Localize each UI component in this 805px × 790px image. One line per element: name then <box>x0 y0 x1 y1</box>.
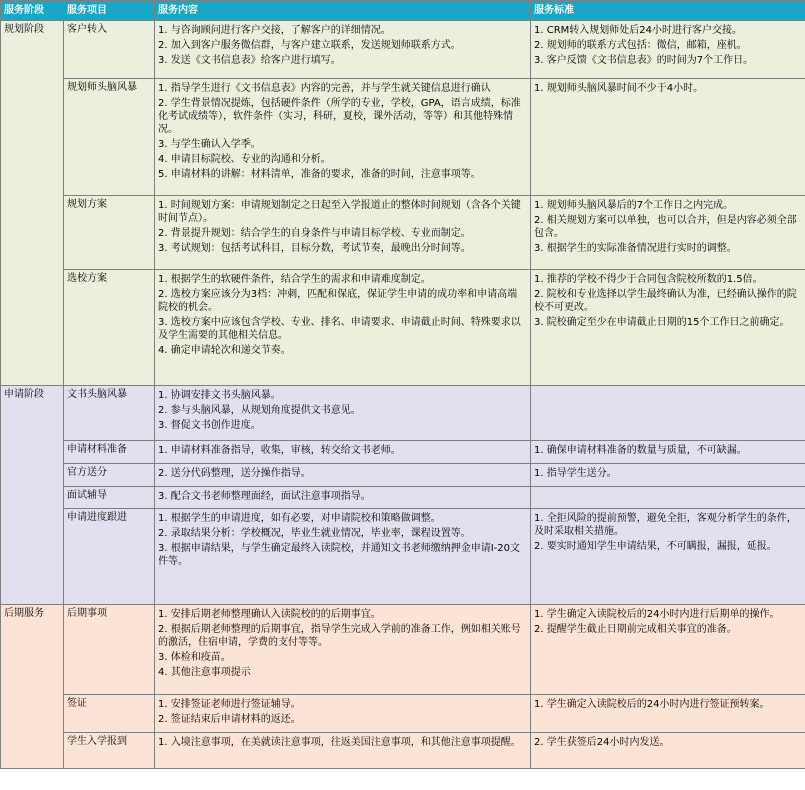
service-standard-cell <box>531 733 805 769</box>
service-item-cell: 客户转入 <box>64 21 155 79</box>
content-line: 1. 申请材料准备指导，收集，审核，转交给文书老师。 <box>158 445 401 456</box>
standard-line: 1. 规划师头脑风暴后的7个工作日之内完成。 <box>534 200 734 211</box>
content-line: 3. 与学生确认入学季。 <box>158 139 261 150</box>
standard-line: 1. 确保申请材料准备的数量与质量，不可缺漏。 <box>534 445 747 456</box>
standard-line: 2. 院校和专业选择以学生最终确认为准，已经确认操作的院校不可更改。 <box>534 289 797 313</box>
stage-cell: 后期服务 <box>1 605 64 769</box>
service-item-cell: 文书头脑风暴 <box>64 386 155 441</box>
standard-line: 1. CRM转入规划师处后24小时进行客户交接。 <box>534 25 743 36</box>
standard-line: 2. 学生获签后24小时内发送。 <box>534 737 670 748</box>
service-content-cell <box>155 79 531 196</box>
service-standard-cell <box>531 487 805 509</box>
service-content-cell <box>155 509 531 605</box>
content-line: 2. 根据后期老师整理的后期事宜，指导学生完成入学前的准备工作，例如相关账号的激活，住宿申请，学费的支付等等。 <box>158 624 521 648</box>
service-item-cell: 规划师头脑风暴 <box>64 79 155 196</box>
stage-cell: 规划阶段 <box>1 21 64 386</box>
table-row <box>1 441 805 464</box>
content-line: 2. 送分代码整理，送分操作指导。 <box>158 468 311 479</box>
content-line: 1. 时间规划方案：申请规划制定之日起至入学报道止的整体时间规划（含各个关键时间节点）。 <box>158 200 521 224</box>
service-content-cell <box>155 441 531 464</box>
table-row <box>1 487 805 509</box>
header-content: 服务内容 <box>155 1 531 21</box>
standard-line: 3. 院校确定至少在申请截止日期的15个工作日之前确定。 <box>534 317 790 328</box>
content-line: 2. 签证结束后申请材料的返还。 <box>158 714 301 725</box>
content-line: 2. 加入到客户服务微信群，与客户建立联系，发送规划师联系方式。 <box>158 40 461 51</box>
standard-line: 1. 全拒风险的提前预警，避免全拒，客观分析学生的条件，及时采取相关措施。 <box>534 513 797 537</box>
header-standard: 服务标准 <box>531 1 805 21</box>
standard-line: 1. 学生确定入读院校后的24小时内进行签证预转案。 <box>534 699 770 710</box>
service-standard-cell <box>531 464 805 487</box>
content-line: 1. 根据学生的软硬件条件，结合学生的需求和申请难度制定。 <box>158 274 431 285</box>
service-content-cell <box>155 270 531 386</box>
service-content-cell <box>155 605 531 695</box>
content-line: 5. 申请材料的讲解：材料清单，准备的要求，准备的时间，注意事项等。 <box>158 169 481 180</box>
service-standard-cell <box>531 79 805 196</box>
content-line: 4. 申请目标院校、专业的沟通和分析。 <box>158 154 331 165</box>
service-content-cell <box>155 487 531 509</box>
content-line: 4. 确定申请轮次和递交节奏。 <box>158 345 291 356</box>
service-item-cell: 签证 <box>64 695 155 733</box>
standard-line: 2. 要实时通知学生申请结果，不可瞒报，漏报，延报。 <box>534 541 777 552</box>
service-standard-cell <box>531 21 805 79</box>
standard-line: 3. 根据学生的实际准备情况进行实时的调整。 <box>534 243 737 254</box>
content-line: 2. 选校方案应该分为3档：冲刺，匹配和保底，保证学生申请的成功率和申请高端院校的机会。 <box>158 289 518 313</box>
content-line: 1. 安排签证老师进行签证辅导。 <box>158 699 301 710</box>
content-line: 3. 根据申请结果，与学生确定最终入读院校，并通知文书老师缴纳押金申请I-20文件等。 <box>158 543 521 567</box>
service-standard-cell <box>531 196 805 270</box>
table-row <box>1 270 805 386</box>
table-row <box>1 464 805 487</box>
standard-line: 1. 推荐的学校不得少于合同包含院校所数的1.5倍。 <box>534 274 763 285</box>
stage-cell: 申请阶段 <box>1 386 64 605</box>
service-item-cell: 面试辅导 <box>64 487 155 509</box>
standard-line: 3. 客户反馈《文书信息表》的时间为7个工作日。 <box>534 55 754 66</box>
service-item-cell: 官方送分 <box>64 464 155 487</box>
standard-line: 2. 提醒学生截止日期前完成相关事宜的准备。 <box>534 624 737 635</box>
content-line: 1. 入境注意事项，在美就读注意事项，往返美国注意事项，和其他注意事项提醒。 <box>158 737 521 748</box>
standard-line: 1. 指导学生送分。 <box>534 468 617 479</box>
content-line: 1. 协调安排文书头脑风暴。 <box>158 390 281 401</box>
service-content-cell <box>155 21 531 79</box>
standard-line: 1. 学生确定入读院校后的24小时内进行后期单的操作。 <box>534 609 780 620</box>
service-item-cell: 申请材料准备 <box>64 441 155 464</box>
service-standard-cell <box>531 386 805 441</box>
service-standard-cell <box>531 695 805 733</box>
service-content-cell <box>155 464 531 487</box>
content-line: 1. 与咨询顾问进行客户交接，了解客户的详细情况。 <box>158 25 391 36</box>
header-row <box>1 1 805 21</box>
table-row <box>1 196 805 270</box>
service-content-cell <box>155 695 531 733</box>
service-item-cell: 申请进度跟进 <box>64 509 155 605</box>
content-line: 3. 考试规划：包括考试科目，目标分数，考试节奏，最晚出分时间等。 <box>158 243 471 254</box>
content-line: 2. 参与头脑风暴，从规划角度提供文书意见。 <box>158 405 361 416</box>
table-row <box>1 605 805 695</box>
service-standard-cell <box>531 441 805 464</box>
table-row <box>1 733 805 769</box>
service-content-cell <box>155 733 531 769</box>
content-line: 3. 发送《文书信息表》给客户进行填写。 <box>158 55 341 66</box>
content-line: 3. 督促文书创作进度。 <box>158 420 261 431</box>
table-row <box>1 79 805 196</box>
service-standard-cell <box>531 509 805 605</box>
service-content-cell <box>155 196 531 270</box>
header-stage: 服务阶段 <box>1 1 64 21</box>
content-line: 2. 录取结果分析：学校概况，毕业生就业情况，毕业率，课程设置等。 <box>158 528 471 539</box>
service-item-cell: 后期事项 <box>64 605 155 695</box>
service-content-cell <box>155 386 531 441</box>
table-row <box>1 509 805 605</box>
service-item-cell: 学生入学报到 <box>64 733 155 769</box>
table-row <box>1 21 805 79</box>
content-line: 1. 指导学生进行《文书信息表》内容的完善，并与学生就关键信息进行确认 <box>158 83 491 94</box>
standard-line: 2. 规划师的联系方式包括：微信，邮箱，座机。 <box>534 40 747 51</box>
service-item-cell: 选校方案 <box>64 270 155 386</box>
service-item-cell: 规划方案 <box>64 196 155 270</box>
service-standard-cell <box>531 605 805 695</box>
content-line: 2. 背景提升规划：结合学生的自身条件与申请目标学校、专业而制定。 <box>158 228 471 239</box>
content-line: 1. 安排后期老师整理确认入读院校的的后期事宜。 <box>158 609 381 620</box>
content-line: 1. 根据学生的申请进度，如有必要，对申请院校和策略做调整。 <box>158 513 441 524</box>
table-row <box>1 386 805 441</box>
content-line: 3. 配合文书老师整理面经，面试注意事项指导。 <box>158 491 371 502</box>
content-line: 4. 其他注意事项提示 <box>158 667 251 678</box>
table-row <box>1 695 805 733</box>
content-line: 3. 体检和疫苗。 <box>158 652 231 663</box>
service-standard-cell <box>531 270 805 386</box>
standard-line: 2. 相关规划方案可以单独，也可以合并，但是内容必须全部包含。 <box>534 215 797 239</box>
standard-line: 1. 规划师头脑风暴时间不少于4小时。 <box>534 83 704 94</box>
content-line: 3. 选校方案中应该包含学校、专业、排名、申请要求、申请截止时间、特殊要求以及学生需要的其他相关信息。 <box>158 317 521 341</box>
content-line: 2. 学生背景情况提炼，包括硬件条件（所学的专业，学校，GPA，语言成绩，标准化考试成绩等），软件条件（实习，科研，夏校，课外活动，等等）和其他特殊情况。 <box>158 98 521 135</box>
header-item: 服务项目 <box>64 1 155 21</box>
